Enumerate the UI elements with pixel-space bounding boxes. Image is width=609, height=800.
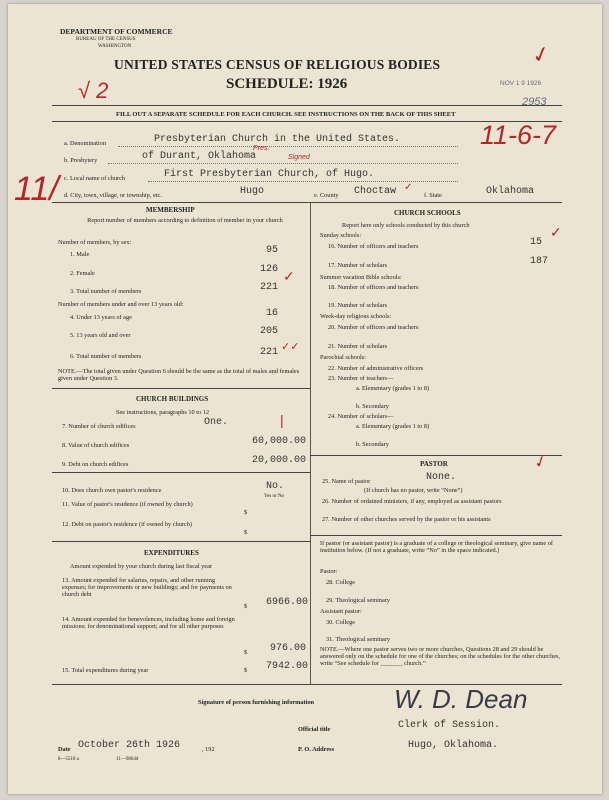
- dollar-sign: $: [244, 509, 248, 516]
- parochial-admin-label: 22. Number of administrative officers: [328, 365, 424, 372]
- edifices-debt: 20,000.00: [252, 455, 307, 466]
- expenditures-sub: Amount expended by your church during last fiscal year: [70, 563, 212, 570]
- running-expenses-value: 6966.00: [266, 597, 309, 608]
- weekday-label: Week-day religious schools:: [320, 313, 392, 320]
- divider: [310, 535, 562, 536]
- buildings-sub: See instructions, paragraphs 10 to 12: [116, 409, 210, 416]
- over-13-label: 5. 13 years old and over: [70, 332, 131, 339]
- print-code: 11—9864d: [116, 757, 139, 762]
- male-label: 1. Male: [70, 251, 90, 258]
- teachers-elementary-label: a. Elementary (grades 1 to 8): [356, 385, 430, 392]
- address-value: Hugo, Oklahoma.: [408, 740, 499, 751]
- edifices-count-label: 7. Number of church edifices: [62, 423, 136, 430]
- dollar-sign: $: [244, 529, 248, 536]
- edifices-count-value: One.: [204, 417, 229, 428]
- membership-subhead: Report number of members according to definition of member in your church: [87, 217, 283, 224]
- over-13-value: 205: [260, 326, 279, 337]
- red-code-annotation: 11-6-7: [480, 120, 557, 150]
- benevolences-label: 14. Amount expended for benevolences, including home and foreign missions; for denominational support; and for all other purposes: [62, 616, 235, 630]
- divider: [52, 202, 562, 203]
- age-heading: Number of members under and over 13 years old:: [58, 301, 184, 308]
- residence-owned-value: No.: [266, 481, 285, 492]
- bureau-label: BUREAU OF THE CENSUS: [76, 37, 136, 42]
- assistant-pastors-label: 26. Number of ordained ministers, if any, employed as assistant pastors: [322, 498, 502, 505]
- pastor-seminary-label: 29. Theological seminary: [326, 597, 391, 604]
- total-expenditures-value: 7942.00: [266, 661, 309, 672]
- sunday-teachers-value: 15: [530, 237, 543, 248]
- date-value: October 26th 1926: [78, 740, 181, 751]
- red-check-annotation: √ 2: [78, 78, 109, 103]
- pastor-name-note: (If church has no pastor, write “None”): [364, 487, 463, 494]
- weekday-scholars-label: 21. Number of scholars: [328, 343, 388, 350]
- schedule-title: SCHEDULE: 1926: [226, 76, 348, 92]
- pastor-name-label: 25. Name of pastor: [322, 478, 371, 485]
- male-value: 95: [266, 245, 279, 256]
- weekday-teachers-label: 20. Number of officers and teachers: [328, 324, 419, 331]
- county-check: ✓: [404, 182, 413, 193]
- sunday-scholars-value: 187: [530, 256, 549, 267]
- official-title-value: Clerk of Session.: [398, 720, 501, 731]
- teachers-secondary-label: b. Secondary: [356, 403, 389, 410]
- divider: [310, 455, 562, 456]
- form-title: UNITED STATES CENSUS OF RELIGIOUS BODIES: [114, 57, 441, 72]
- buildings-heading: CHURCH BUILDINGS: [136, 395, 209, 403]
- total-sex-value: 221: [260, 282, 279, 293]
- scholars-elementary-label: a. Elementary (grades 1 to 8): [356, 423, 430, 430]
- county-label: e. County: [314, 192, 339, 199]
- benevolences-value: 976.00: [270, 643, 307, 654]
- pastor-heading: PASTOR: [420, 460, 448, 468]
- total-age-check: ✓✓: [281, 341, 300, 353]
- assistant-sub-label: Assistant pastor:: [320, 608, 362, 615]
- form-code: 8—5518 a: [58, 757, 79, 762]
- department-label: DEPARTMENT OF COMMERCE: [60, 27, 173, 36]
- margin-annotation: 11/: [14, 170, 59, 208]
- yes-no-hint: Yes or No: [264, 494, 285, 499]
- presbytery-note: Pres.: [253, 145, 270, 152]
- parochial-scholars-label: 24. Number of scholars—: [328, 413, 394, 420]
- by-sex-label: Number of members, by sex:: [58, 239, 132, 246]
- summer-teachers-label: 18. Number of officers and teachers: [328, 284, 419, 291]
- divider: [52, 472, 310, 473]
- signed-note: Signed: [288, 154, 310, 161]
- edifices-value: 60,000.00: [252, 436, 307, 447]
- schools-heading: CHURCH SCHOOLS: [394, 209, 461, 217]
- summer-label: Summer vacation Bible schools:: [320, 274, 402, 281]
- local-name-value: First Presbyterian Church, of Hugo.: [164, 169, 375, 180]
- schools-check: ✓: [550, 224, 562, 240]
- signature-label: Signature of person furnishing information: [198, 699, 315, 706]
- date-suffix: , 192: [202, 746, 215, 753]
- pastor-sub-label: Pastor:: [320, 568, 338, 575]
- total-expenditures-label: 15. Total expenditures during year: [62, 667, 149, 674]
- presbytery-label: b. Presbytery: [64, 157, 98, 164]
- signature-value: W. D. Dean: [394, 684, 528, 714]
- total-sex-label: 3. Total number of members: [70, 288, 142, 295]
- other-churches-label: 27. Number of other churches served by the pastor or his assistants: [322, 516, 491, 523]
- date-label: Date: [58, 746, 71, 753]
- denomination-label: a. Denomination: [64, 140, 106, 147]
- residence-debt-label: 12. Debt on pastor's residence (if owned by church): [62, 521, 193, 528]
- pastor-college-label: 28. College: [326, 579, 356, 586]
- scholars-secondary-label: b. Secondary: [356, 441, 389, 448]
- assistant-college-label: 30. College: [326, 619, 356, 626]
- address-label: P. O. Address: [298, 746, 335, 753]
- instruction-line: FILL OUT A SEPARATE SCHEDULE FOR EACH CHURCH. SEE INSTRUCTIONS ON THE BACK OF THIS SHEET: [116, 111, 456, 118]
- denomination-value: Presbyterian Church in the United States.: [154, 134, 401, 145]
- edifices-value-label: 8. Value of church edifices: [62, 442, 130, 449]
- female-value: 126: [260, 264, 279, 275]
- residence-value-label: 11. Value of pastor's residence (if owned by church): [62, 501, 193, 508]
- received-stamp-date: NOV 1 9 1926: [500, 80, 542, 87]
- red-check-corner: ✓: [528, 40, 554, 69]
- local-name-label: c. Local name of church: [64, 175, 126, 182]
- total-check: ✓: [283, 268, 295, 284]
- membership-heading: MEMBERSHIP: [146, 206, 195, 214]
- membership-note: NOTE.—The total given under Question 6 should be the same as the total of males and females given under Question 3.: [58, 368, 300, 382]
- dollar-sign: $: [244, 649, 248, 656]
- under-13-label: 4. Under 13 years of age: [70, 314, 132, 321]
- total-age-value: 221: [260, 347, 279, 358]
- census-schedule-page: [8, 4, 602, 794]
- graduate-instruction: If pastor (or assistant pastor) is a graduate of a college or theological seminary, give name of institution below. (If not a graduate, write “No” in the space indicated.): [320, 540, 554, 554]
- presbytery-value: of Durant, Oklahoma: [142, 151, 257, 162]
- sunday-teachers-label: 16. Number of officers and teachers: [328, 243, 419, 250]
- edifices-debt-label: 9. Debt on church edifices: [62, 461, 129, 468]
- under-13-value: 16: [266, 308, 279, 319]
- sunday-label: Sunday schools:: [320, 232, 362, 239]
- running-expenses-label: 13. Amount expended for salaries, repairs, and other running expenses; for improvements or new buildings; and for payments on church debt: [62, 577, 232, 598]
- parochial-label: Parochial schools:: [320, 354, 366, 361]
- state-value: Oklahoma: [486, 186, 535, 197]
- female-label: 2. Female: [70, 270, 95, 277]
- column-divider: [310, 202, 311, 684]
- divider: [52, 105, 562, 106]
- summer-scholars-label: 19. Number of scholars: [328, 302, 388, 309]
- city-label: WASHINGTON: [98, 44, 132, 49]
- expenditures-heading: EXPENDITURES: [144, 549, 199, 557]
- official-title-label: Official title: [298, 726, 331, 733]
- divider: [52, 388, 310, 389]
- sunday-scholars-label: 17. Number of scholars: [328, 262, 388, 269]
- schools-sub: Report here only schools conducted by this church: [342, 222, 470, 229]
- total-age-label: 6. Total number of members: [70, 353, 142, 360]
- city-field-label: d. City, town, village, or township, etc.: [64, 192, 162, 199]
- parochial-teachers-label: 23. Number of teachers—: [328, 375, 394, 382]
- county-value: Choctaw: [354, 186, 397, 197]
- assistant-seminary-label: 31. Theological seminary: [326, 636, 391, 643]
- pastor-check: ✓: [531, 452, 551, 473]
- state-label: f. State: [424, 192, 442, 199]
- residence-owned-label: 10. Does church own pastor's residence: [62, 487, 162, 494]
- pastor-note: NOTE.—Where one pastor serves two or more churches, Questions 28 and 29 should be answered only on the schedule for one of the churches; on the schedules for the other churches, write “See schedule for _______ church.”: [320, 646, 561, 667]
- divider: [52, 541, 310, 542]
- edifices-mark: |: [280, 412, 284, 428]
- dollar-sign: $: [244, 603, 248, 610]
- dollar-sign: $: [244, 667, 248, 674]
- city-field-value: Hugo: [240, 186, 265, 197]
- received-stamp-number: 2953: [522, 96, 547, 108]
- pastor-name-value: None.: [426, 472, 457, 483]
